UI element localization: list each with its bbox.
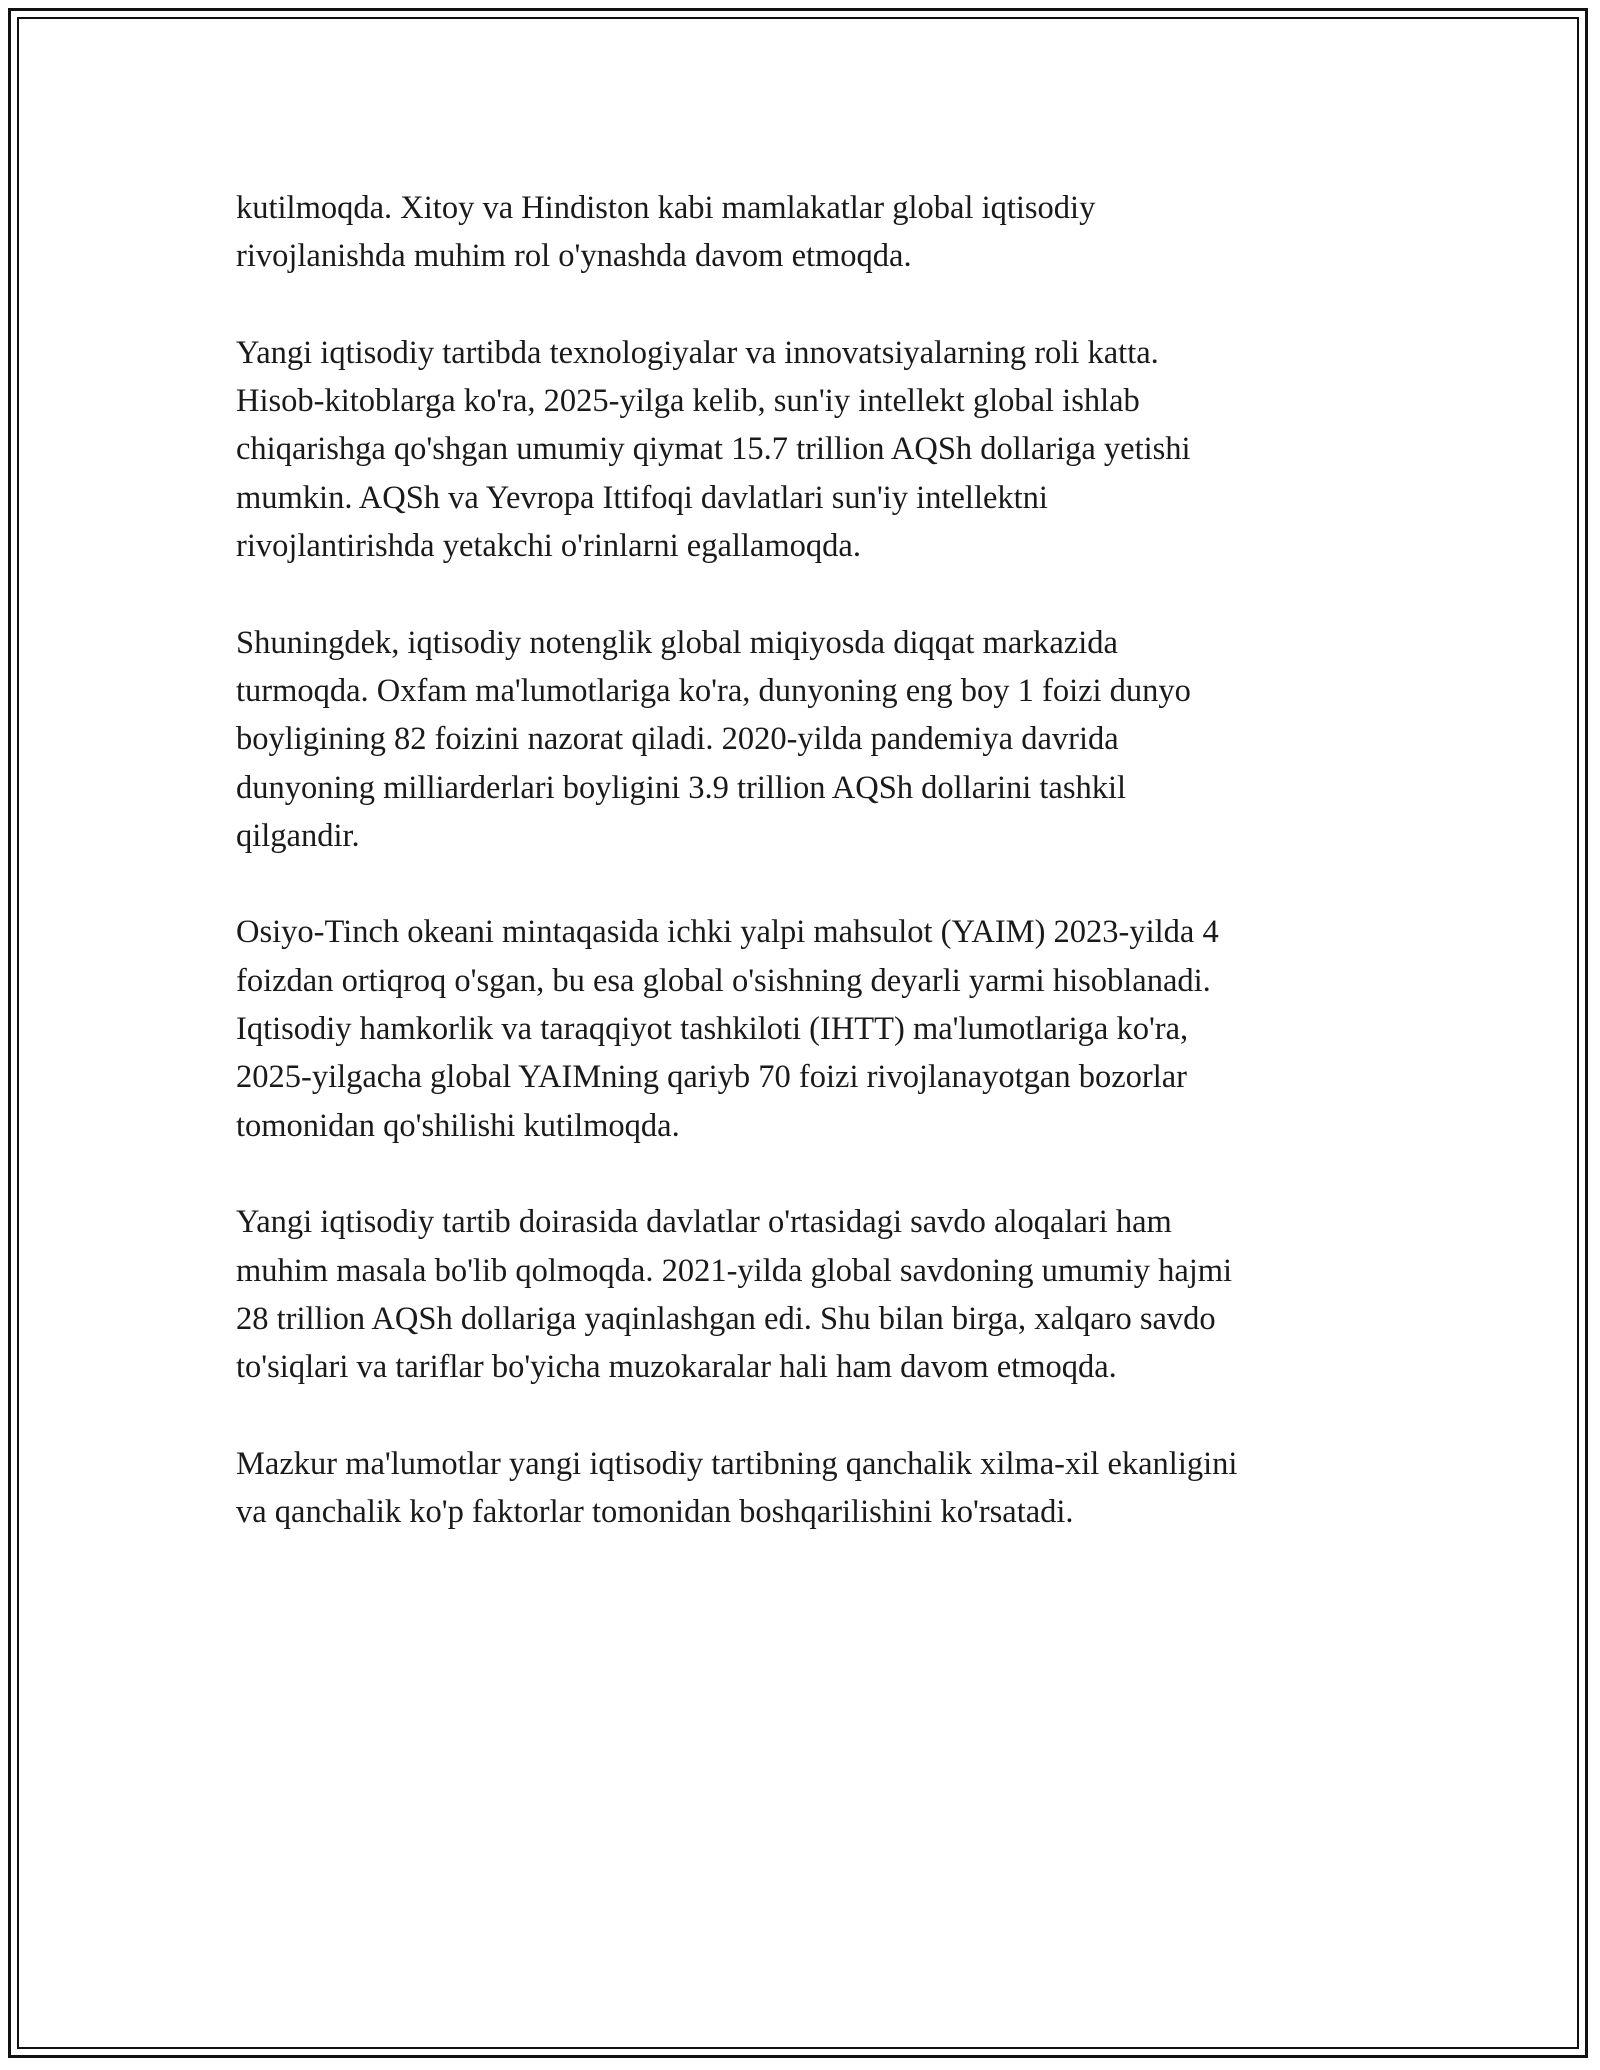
text-line: Yangi iqtisodiy tartibda texnologiyalar va innovatsiyalarning roli katta. [236,334,1159,371]
paragraph-1 [236,184,1386,281]
paragraph-3 [236,619,1386,860]
text-line: muhim masala bo'lib qolmoqda. 2021-yilda global savdoning umumiy hajmi [236,1252,1233,1289]
paragraph-2 [236,329,1386,570]
text-line: 28 trillion AQSh dollariga yaqinlashgan edi. Shu bilan birga, xalqaro savdo [236,1300,1216,1337]
text-line: turmoqda. Oxfam ma'lumotlariga ko'ra, dunyoning eng boy 1 foizi dunyo [236,672,1191,709]
text-line: tomonidan qo'shilishi kutilmoqda. [236,1107,680,1144]
text-line: Iqtisodiy hamkorlik va taraqqiyot tashkiloti (IHTT) ma'lumotlariga ko'ra, [236,1011,1189,1048]
text-line: to'siqlari va tariflar bo'yicha muzokaralar hali ham davom etmoqda. [236,1349,1117,1386]
text-line: Shuningdek, iqtisodiy notenglik global miqiyosda diqqat markazida [236,624,1118,661]
text-line: foizdan ortiqroq o'sgan, bu esa global o'sishning deyarli yarmi hisoblanadi. [236,962,1211,999]
text-line: qilgandir. [236,817,360,854]
paragraph-5 [236,1198,1386,1391]
text-line: kutilmoqda. Xitoy va Hindiston kabi mamlakatlar global iqtisodiy [236,190,1096,226]
paragraph-4 [236,908,1386,1149]
text-line: dunyoning milliarderlari boyligini 3.9 trillion AQSh dollarini tashkil [236,769,1127,806]
text-line: Mazkur ma'lumotlar yangi iqtisodiy tartibning qanchalik xilma-xil ekanligini [236,1445,1238,1482]
text-line: Hisob-kitoblarga ko'ra, 2025-yilga kelib, sun'iy intellekt global ishlab [236,383,1140,420]
text-line: mumkin. AQSh va Yevropa Ittifoqi davlatlari sun'iy intellektni [236,479,1048,516]
paragraph-6 [236,1440,1386,1537]
text-line: 2025-yilgacha global YAIMning qariyb 70 foizi rivojlanayotgan bozorlar [236,1059,1187,1096]
text-line: rivojlantirishda yetakchi o'rinlarni egallamoqda. [236,528,861,565]
text-line: va qanchalik ko'p faktorlar tomonidan boshqarilishini ko'rsatadi. [236,1494,1074,1531]
text-line: rivojlanishda muhim rol o'ynashda davom etmoqda. [236,238,912,275]
text-line: Osiyo-Tinch okeani mintaqasida ichki yalpi mahsulot (YAIM) 2023-yilda 4 [236,914,1219,951]
text-line: chiqarishga qo'shgan umumiy qiymat 15.7 trillion AQSh dollariga yetishi [236,431,1191,468]
document-body [236,184,1386,1585]
text-line: boyligining 82 foizini nazorat qiladi. 2020-yilda pandemiya davrida [236,721,1119,758]
text-line: Yangi iqtisodiy tartib doirasida davlatlar o'rtasidagi savdo aloqalari ham [236,1204,1172,1241]
